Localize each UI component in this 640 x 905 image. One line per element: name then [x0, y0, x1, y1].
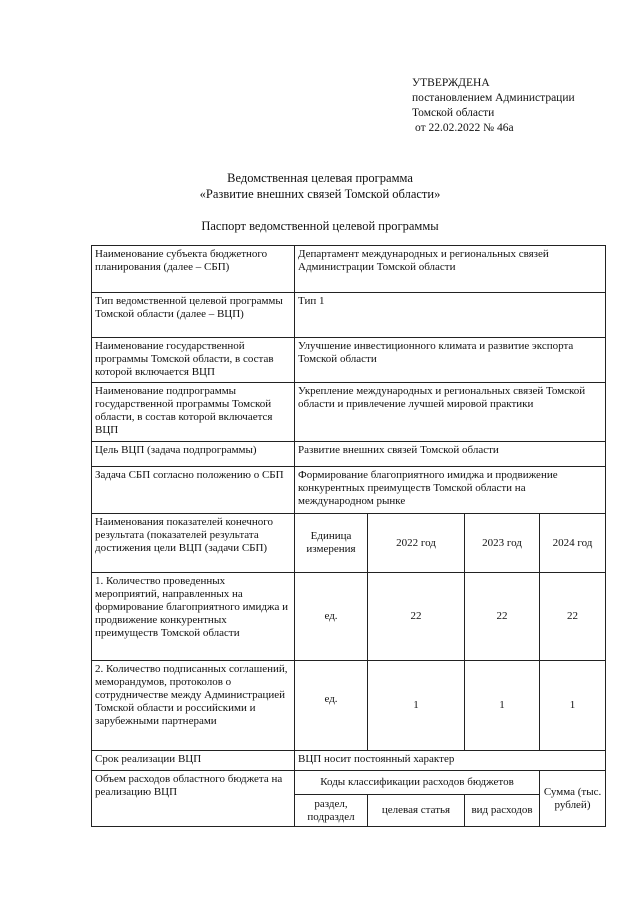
row-value: Улучшение инвестиционного климата и развитие экспорта Томской области: [295, 338, 606, 383]
approval-line-2: постановлением Администрации: [412, 92, 575, 104]
row-label: Цель ВЦП (задача подпрограммы): [92, 442, 295, 467]
approval-line-4: от 22.02.2022 № 46а: [415, 122, 514, 134]
row-label: Задача СБП согласно положению о СБП: [92, 467, 295, 514]
indicator-row: [92, 573, 606, 661]
program-title-line-1: Ведомственная целевая программа: [227, 171, 413, 185]
table-row: [92, 442, 606, 467]
target-article-header: целевая статья: [368, 795, 465, 827]
unit-header: Единица измерения: [295, 514, 368, 573]
table-row: [92, 338, 606, 383]
indicator-value-2023: 1: [465, 661, 540, 751]
indicator-unit: ед.: [295, 573, 368, 661]
approval-block: [412, 76, 575, 136]
indicators-header-label: Наименования показателей конечного результата (показателей результата достижения цели ВЦП (задачи СБП): [92, 514, 295, 573]
table-row: [92, 383, 606, 442]
budget-label: Объем расходов областного бюджета на реализацию ВЦП: [92, 771, 295, 827]
program-title-line-2: «Развитие внешних связей Томской области»: [199, 187, 441, 201]
passport-heading: Паспорт ведомственной целевой программы: [201, 219, 439, 233]
program-title: [0, 170, 640, 202]
table-row: [92, 467, 606, 514]
passport-table: [91, 245, 606, 827]
row-value: Укрепление международных и региональных связей Томской области и привлечение лучшей мировой практики: [295, 383, 606, 442]
row-value: Развитие внешних связей Томской области: [295, 442, 606, 467]
expense-type-header: вид расходов: [465, 795, 540, 827]
indicator-value-2022: 22: [368, 573, 465, 661]
codes-header: Коды классификации расходов бюджетов: [295, 771, 540, 795]
row-label: Тип ведомственной целевой программы Томской области (далее – ВЦП): [92, 293, 295, 338]
indicator-value-2023: 22: [465, 573, 540, 661]
section-header: раздел, подраздел: [295, 795, 368, 827]
row-label: Наименование субъекта бюджетного планирования (далее – СБП): [92, 246, 295, 293]
term-row: [92, 751, 606, 771]
row-value: Департамент международных и региональных связей Администрации Томской области: [295, 246, 606, 293]
year-2024-header: 2024 год: [540, 514, 606, 573]
sum-header: Сумма (тыс. рублей): [540, 771, 606, 827]
term-value: ВЦП носит постоянный характер: [295, 751, 606, 771]
row-value: Формирование благоприятного имиджа и продвижение конкурентных преимуществ Томской области на международном рынке: [295, 467, 606, 514]
indicator-value-2024: 1: [540, 661, 606, 751]
table-row: [92, 293, 606, 338]
row-label: Наименование подпрограммы государственной программы Томской области, в состав которой включается ВЦП: [92, 383, 295, 442]
row-value: Тип 1: [295, 293, 606, 338]
row-label: Наименование государственной программы Томской области, в состав которой включается ВЦП: [92, 338, 295, 383]
budget-header-row: [92, 771, 606, 795]
indicator-label: 1. Количество проведенных мероприятий, направленных на формирование благоприятного имиджа и продвижение конкурентных преимуществ Томской области: [92, 573, 295, 661]
year-2022-header: 2022 год: [368, 514, 465, 573]
indicators-header-row: [92, 514, 606, 573]
indicator-unit: ед.: [295, 661, 368, 751]
approval-line-1: УТВЕРЖДЕНА: [412, 77, 490, 89]
indicator-row: [92, 661, 606, 751]
indicator-value-2024: 22: [540, 573, 606, 661]
indicator-label: 2. Количество подписанных соглашений, меморандумов, протоколов о сотрудничестве между Администрацией Томской области и российскими и зарубежными партнерами: [92, 661, 295, 751]
table-row: [92, 246, 606, 293]
indicator-value-2022: 1: [368, 661, 465, 751]
term-label: Срок реализации ВЦП: [92, 751, 295, 771]
approval-line-3: Томской области: [412, 107, 495, 119]
year-2023-header: 2023 год: [465, 514, 540, 573]
